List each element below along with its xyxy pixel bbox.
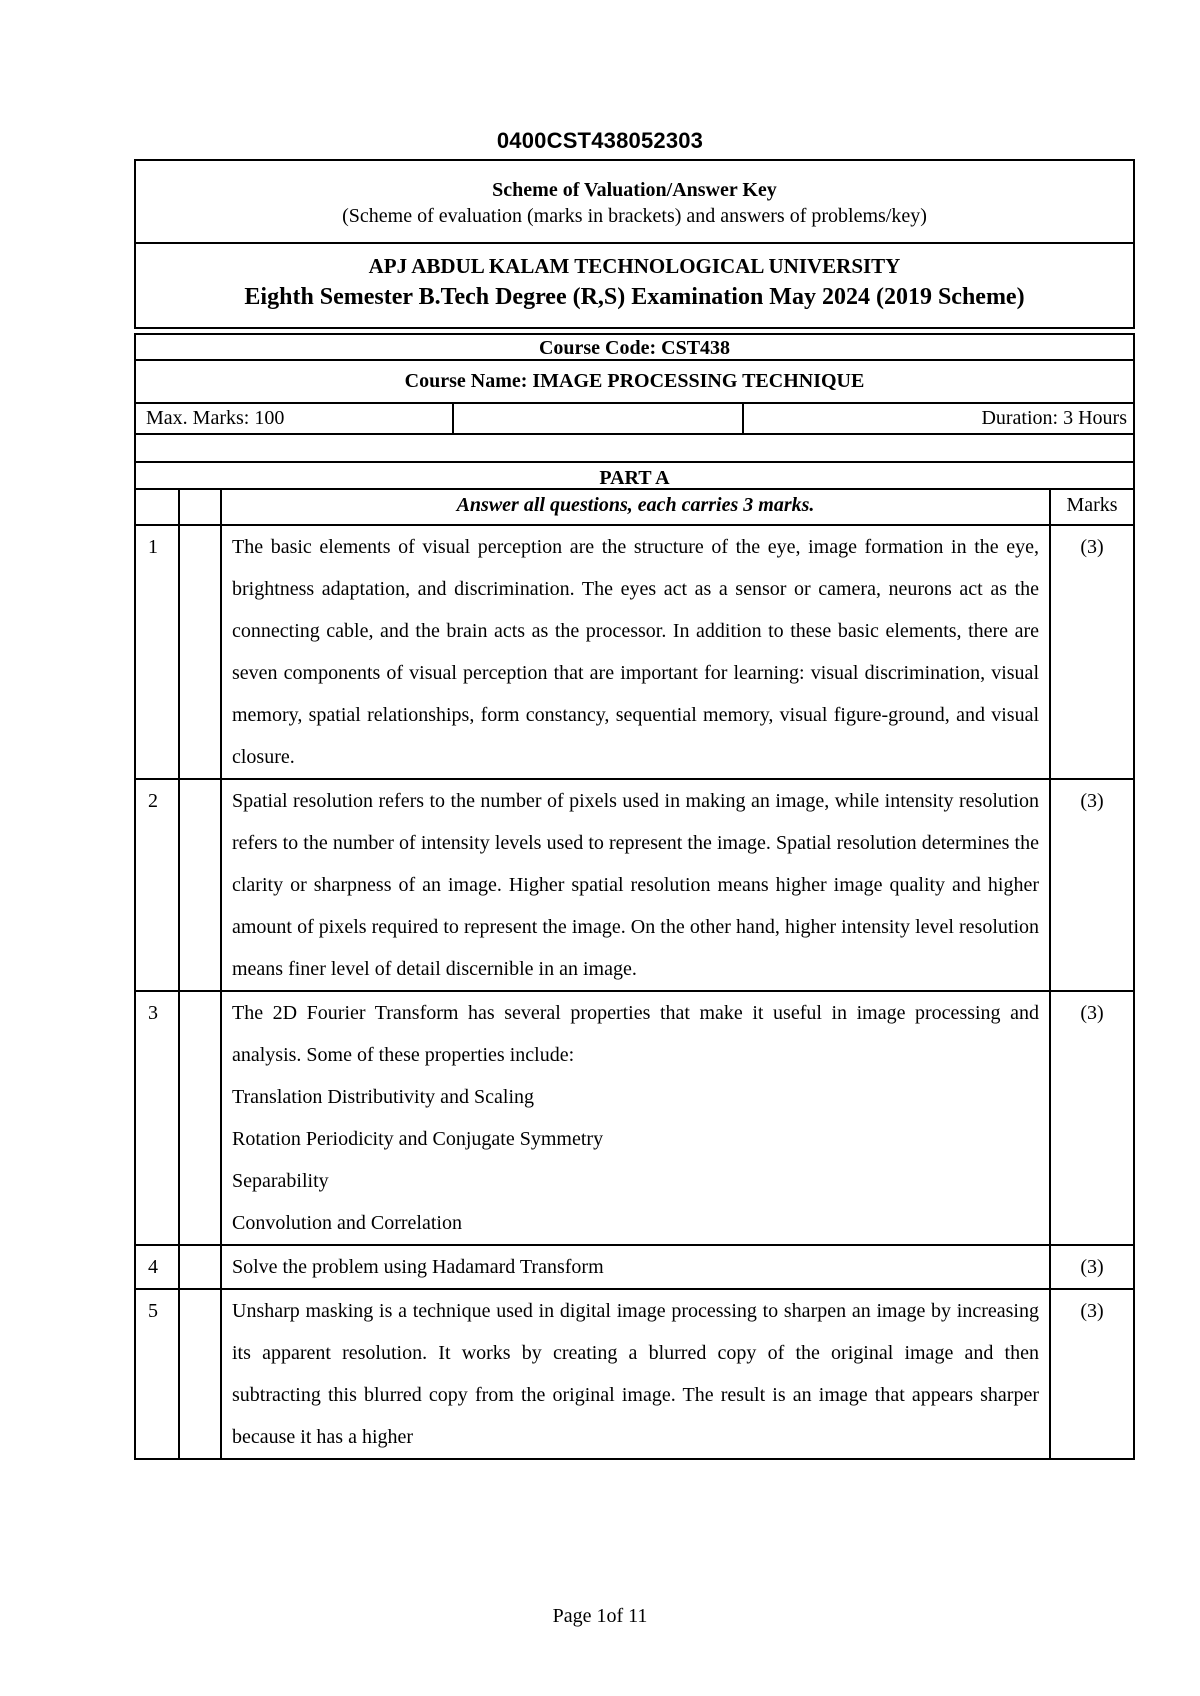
property-line: Separability (232, 1170, 329, 1192)
scheme-title: Scheme of Valuation/Answer Key (492, 179, 777, 201)
exam-title: Eighth Semester B.Tech Degree (R,S) Examination May 2024 (2019 Scheme) (244, 284, 1025, 310)
sub-cell (179, 1245, 221, 1289)
table-header-row (135, 489, 1134, 525)
course-code: Course Code: CST438 (134, 333, 1135, 361)
answer-text (221, 991, 1050, 1245)
question-marks: (3) (1050, 779, 1134, 991)
sub-cell (179, 525, 221, 779)
table-row (135, 779, 1134, 991)
question-number: 5 (135, 1289, 179, 1459)
header-sub-cell (179, 489, 221, 525)
header-no-cell (135, 489, 179, 525)
property-line: Translation Distributivity and Scaling (232, 1086, 535, 1108)
page-number: Page 1of 11 (552, 1605, 648, 1627)
table-row (135, 1245, 1134, 1289)
scheme-subtitle: (Scheme of evaluation (marks in brackets) and answers of problems/key) (342, 205, 927, 227)
document-code: 0400CST438052303 (496, 128, 704, 153)
table-row (135, 991, 1134, 1245)
questions-table (134, 488, 1135, 1460)
max-marks: Max. Marks: 100 (136, 404, 454, 433)
question-number: 2 (135, 779, 179, 991)
answer-text: The basic elements of visual perception are the structure of the eye, image formation in the eye, brightness adaptation, and discrimination. The eyes act as a sensor or camera, neurons act as the connecting cable, and the brain acts as the processor. In addition to these basic elements, there are seven components of visual perception that are important for learning: visual discrimination, visual memory, spatial relationships, form constancy, sequential memory, visual figure-ground, and visual closure. (221, 525, 1050, 779)
sub-cell (179, 991, 221, 1245)
university-name: APJ ABDUL KALAM TECHNOLOGICAL UNIVERSITY (368, 254, 901, 278)
question-number: 1 (135, 525, 179, 779)
marks-duration-row (134, 404, 1135, 435)
answer-text: Unsharp masking is a technique used in digital image processing to sharpen an image by increasing its apparent resolution. It works by creating a blurred copy of the original image and then subtracting this blurred copy from the original image. The result is an image that appears sharper because it has a higher (221, 1289, 1050, 1459)
university-header (134, 244, 1135, 329)
blank-cell (454, 404, 744, 433)
question-marks: (3) (1050, 991, 1134, 1245)
table-row (135, 1289, 1134, 1459)
instruction: Answer all questions, each carries 3 marks. (221, 489, 1050, 525)
blank-row (134, 435, 1135, 461)
question-number: 4 (135, 1245, 179, 1289)
table-row (135, 525, 1134, 779)
property-line: Rotation Periodicity and Conjugate Symmetry (232, 1128, 604, 1150)
question-marks: (3) (1050, 525, 1134, 779)
duration: Duration: 3 Hours (981, 407, 1127, 429)
question-marks: (3) (1050, 1289, 1134, 1459)
scheme-header (134, 159, 1135, 244)
property-line: Convolution and Correlation (232, 1212, 462, 1234)
question-marks: (3) (1050, 1245, 1134, 1289)
answer-text: Solve the problem using Hadamard Transform (221, 1245, 1050, 1289)
sub-cell (179, 1289, 221, 1459)
part-a-title: PART A (134, 461, 1135, 488)
answer-intro: The 2D Fourier Transform has several properties that make it useful in image processing and analysis. Some of these properties include: (232, 1002, 1039, 1066)
answer-text: Spatial resolution refers to the number of pixels used in making an image, while intensity resolution refers to the number of intensity levels used to represent the image. Spatial resolution determines the clarity or sharpness of an image. Higher spatial resolution means higher image quality and higher amount of pixels required to represent the image. On the other hand, higher intensity level resolution means finer level of detail discernible in an image. (221, 779, 1050, 991)
course-name: Course Name: IMAGE PROCESSING TECHNIQUE (134, 361, 1135, 404)
marks-header: Marks (1050, 489, 1134, 525)
question-number: 3 (135, 991, 179, 1245)
sub-cell (179, 779, 221, 991)
